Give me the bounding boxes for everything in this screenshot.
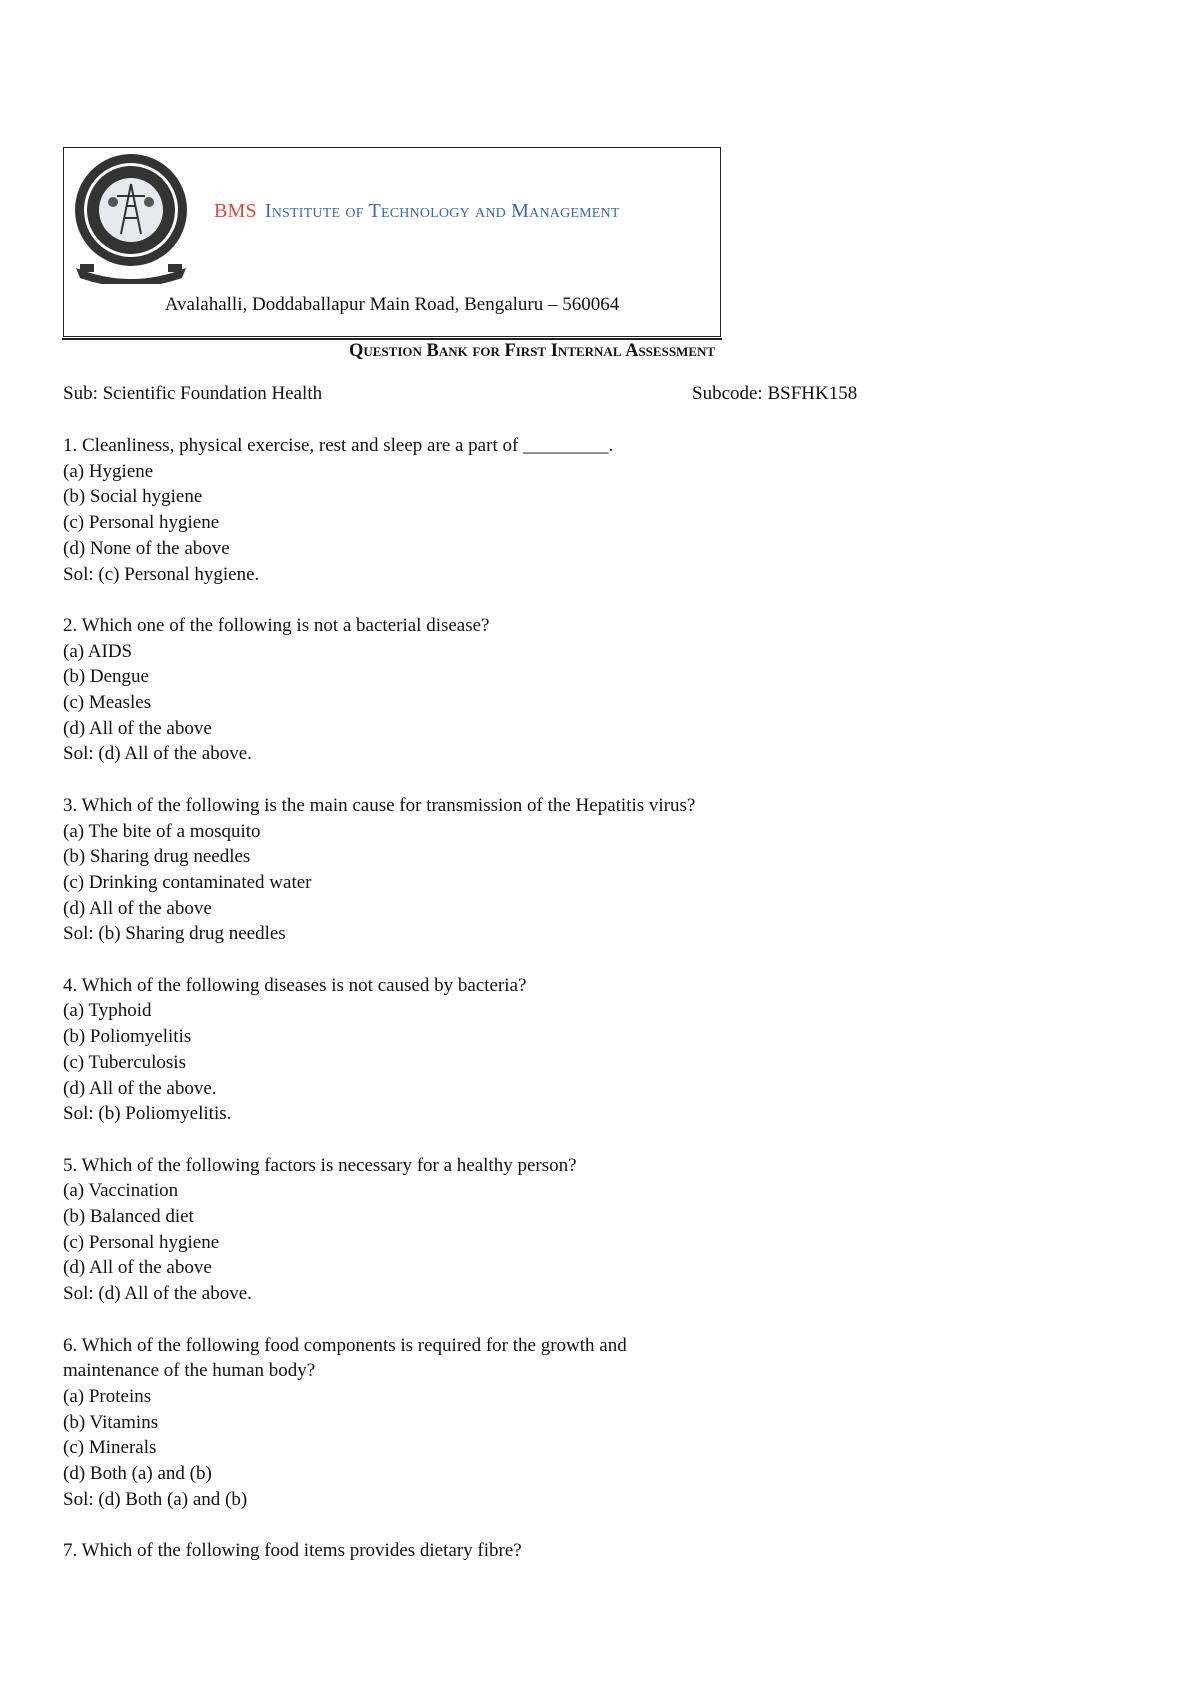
- answer-option: (d) All of the above: [63, 1257, 212, 1279]
- answer-option: (b) Dengue: [63, 666, 149, 688]
- answer-option: (b) Social hygiene: [63, 486, 203, 508]
- institute-address: Avalahalli, Doddaballapur Main Road, Bengaluru – 560064: [164, 294, 620, 315]
- solution-text: Sol: (d) All of the above.: [63, 1283, 252, 1305]
- subject-code: Subcode: BSFHK158: [692, 383, 858, 404]
- answer-option: (a) Typhoid: [63, 1000, 152, 1022]
- question-text: 2. Which one of the following is not a bacterial disease?: [63, 614, 490, 636]
- answer-option: (a) The bite of a mosquito: [63, 820, 261, 842]
- answer-option: (d) All of the above: [63, 717, 212, 739]
- answer-option: (c) Measles: [63, 692, 152, 714]
- solution-text: Sol: (b) Poliomyelitis.: [63, 1103, 232, 1125]
- question-item: [63, 1153, 1123, 1307]
- answer-option: (b) Sharing drug needles: [63, 846, 251, 868]
- question-item: [63, 1538, 1123, 1564]
- solution-text: Sol: (b) Sharing drug needles: [63, 923, 286, 945]
- question-item: [63, 613, 1123, 767]
- answer-option: (c) Drinking contaminated water: [63, 871, 312, 893]
- answer-option: (d) None of the above: [63, 537, 230, 559]
- answer-option: (d) All of the above.: [63, 1077, 217, 1099]
- institute-brand: BMS: [214, 200, 257, 222]
- answer-option: (b) Balanced diet: [63, 1206, 194, 1228]
- answer-option: (c) Personal hygiene: [63, 512, 220, 534]
- question-item: [63, 793, 1123, 947]
- question-list: [63, 433, 1123, 1590]
- question-item: [63, 1333, 1123, 1513]
- solution-text: Sol: (c) Personal hygiene.: [63, 563, 260, 585]
- answer-option: (c) Personal hygiene: [63, 1231, 220, 1253]
- question-text: 3. Which of the following is the main cause for transmission of the Hepatitis virus?: [63, 794, 696, 816]
- answer-option: (d) Both (a) and (b): [63, 1463, 212, 1485]
- answer-option: (d) All of the above: [63, 897, 212, 919]
- institute-header: [63, 147, 721, 337]
- institute-name-rest: Institute of Technology and Management: [264, 200, 620, 222]
- question-text: 7. Which of the following food items provides dietary fibre?: [63, 1540, 522, 1562]
- answer-option: (b) Vitamins: [63, 1411, 159, 1433]
- question-text: maintenance of the human body?: [63, 1360, 316, 1382]
- answer-option: (c) Minerals: [63, 1437, 157, 1459]
- answer-option: (a) Vaccination: [63, 1180, 179, 1202]
- answer-option: (b) Poliomyelitis: [63, 1026, 192, 1048]
- question-text: 1. Cleanliness, physical exercise, rest and sleep are a part of _________.: [63, 435, 614, 456]
- answer-option: (a) AIDS: [63, 640, 133, 662]
- answer-option: (c) Tuberculosis: [63, 1051, 186, 1073]
- answer-option: (a) Proteins: [63, 1385, 152, 1407]
- document-title: Question Bank for First Internal Assessment: [349, 341, 716, 361]
- question-text: 5. Which of the following factors is necessary for a healthy person?: [63, 1154, 577, 1176]
- question-text: 6. Which of the following food components is required for the growth and: [63, 1334, 627, 1356]
- solution-text: Sol: (d) Both (a) and (b): [63, 1488, 248, 1510]
- subject-label: Sub: Scientific Foundation Health: [63, 383, 323, 404]
- question-item: [63, 973, 1123, 1127]
- solution-text: Sol: (d) All of the above.: [63, 743, 252, 765]
- answer-option: (a) Hygiene: [63, 460, 154, 482]
- question-text: 4. Which of the following diseases is not caused by bacteria?: [63, 974, 527, 996]
- question-item: [63, 433, 1123, 587]
- institute-emblem-icon: [72, 152, 190, 284]
- institute-name: [214, 200, 620, 223]
